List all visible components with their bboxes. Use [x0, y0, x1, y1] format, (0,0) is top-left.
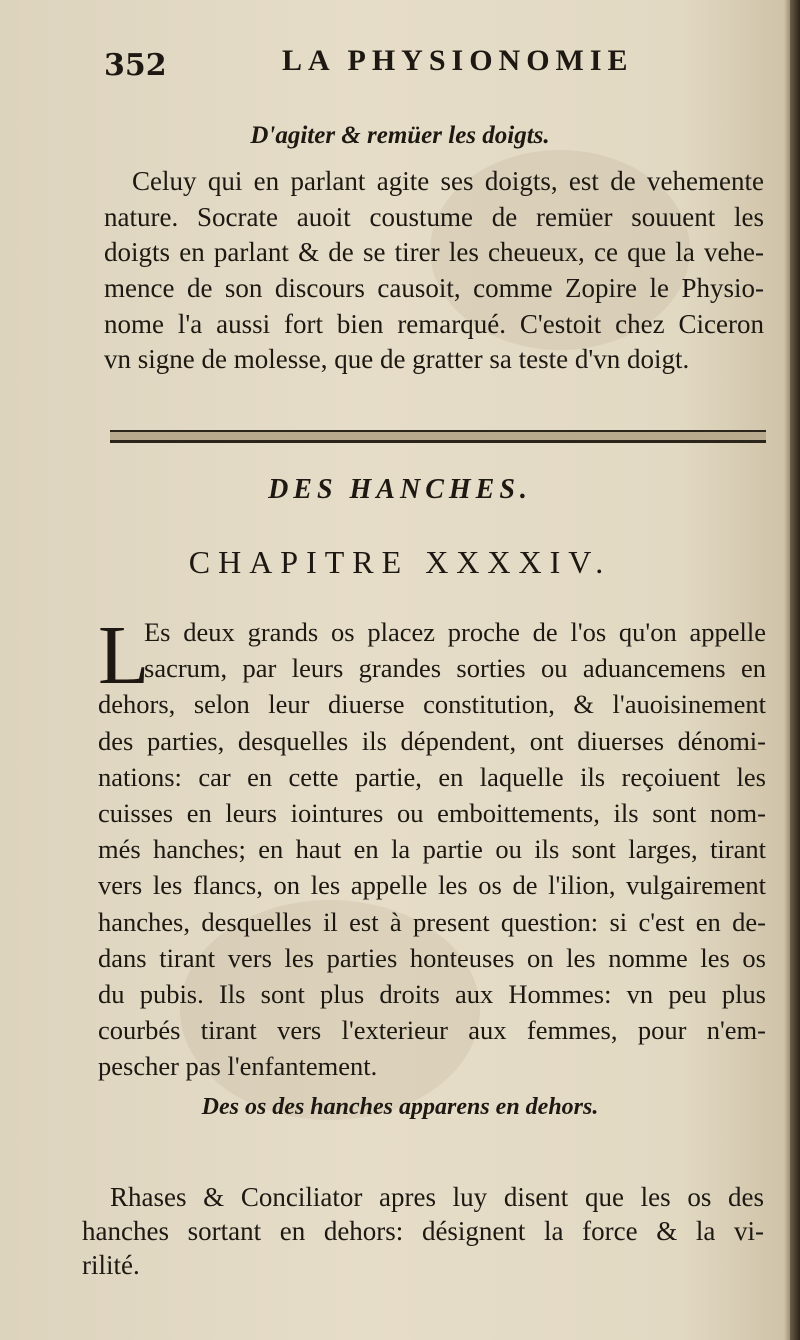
text-line: Rhases & Conciliator apres luy disent que les os des	[110, 1182, 764, 1212]
text-line: hanches, desquelles il est à present question: si c'est en de-	[98, 906, 766, 937]
text-line: Es deux grands os placez proche de l'os qu'on appelle	[144, 617, 766, 647]
text-line: pescher pas l'enfantement.	[98, 1051, 378, 1082]
text-line: nome l'a aussi fort bien remarqué. C'estoit chez Ciceron	[104, 308, 764, 339]
section-title: DES HANCHES.	[268, 474, 532, 505]
text-line: du pubis. Ils sont plus droits aux Hommes: vn peu plus	[98, 978, 766, 1009]
running-head	[104, 44, 694, 94]
paragraph-doigts	[104, 164, 764, 378]
text-line: Celuy qui en parlant agite ses doigts, est de vehemente	[132, 166, 764, 196]
section-heading: Des os des hanches apparens en dehors.	[201, 1094, 599, 1120]
text-line: dehors, selon leur diuerse constitution, & l'auoisinement	[98, 689, 766, 720]
page-number: 352	[104, 48, 167, 83]
text-line: doigts en parlant & de se tirer les cheueux, ce que la vehe-	[104, 237, 764, 268]
text-line: vn signe de molesse, que de gratter sa teste d'vn doigt.	[104, 344, 690, 375]
text-line: des parties, desquelles ils dépendent, ont diuerses dénomi-	[98, 725, 766, 756]
text-line: mence de son discours causoit, comme Zopire le Physio-	[104, 273, 764, 304]
text-line: vers les flancs, on les appelle les os de l'ilion, vulgairement	[98, 870, 766, 901]
text-line: courbés tirant vers l'exterieur aux femmes, pour n'em-	[98, 1015, 766, 1046]
drop-cap: L	[98, 609, 150, 702]
section-divider	[110, 430, 766, 443]
text-line: hanches sortant en dehors: désignent la force & la vi-	[82, 1216, 764, 1246]
section-heading: D'agiter & remüer les doigts.	[250, 122, 550, 149]
paragraph-os-hanches	[82, 1180, 764, 1282]
paragraph-hanches	[98, 609, 766, 1084]
running-title: LA PHYSIONOMIE	[282, 44, 634, 77]
text-line: rilité.	[82, 1250, 140, 1280]
text-line: més hanches; en haut en la partie ou ils sont larges, tirant	[98, 834, 766, 865]
text-line: sacrum, par leurs grandes sorties ou aduancemens en	[144, 653, 766, 684]
text-line: nations: car en cette partie, en laquelle ils reçoiuent les	[98, 761, 766, 792]
text-line: nature. Socrate auoit coustume de remüer souuent les	[104, 201, 764, 232]
text-line: dans tirant vers les parties honteuses on les nomme les os	[98, 942, 766, 973]
page-edge	[790, 0, 800, 1340]
chapter-title: CHAPITRE XXXXIV.	[188, 544, 612, 580]
text-line: cuisses en leurs iointures ou emboittements, ils sont nom-	[98, 797, 766, 828]
